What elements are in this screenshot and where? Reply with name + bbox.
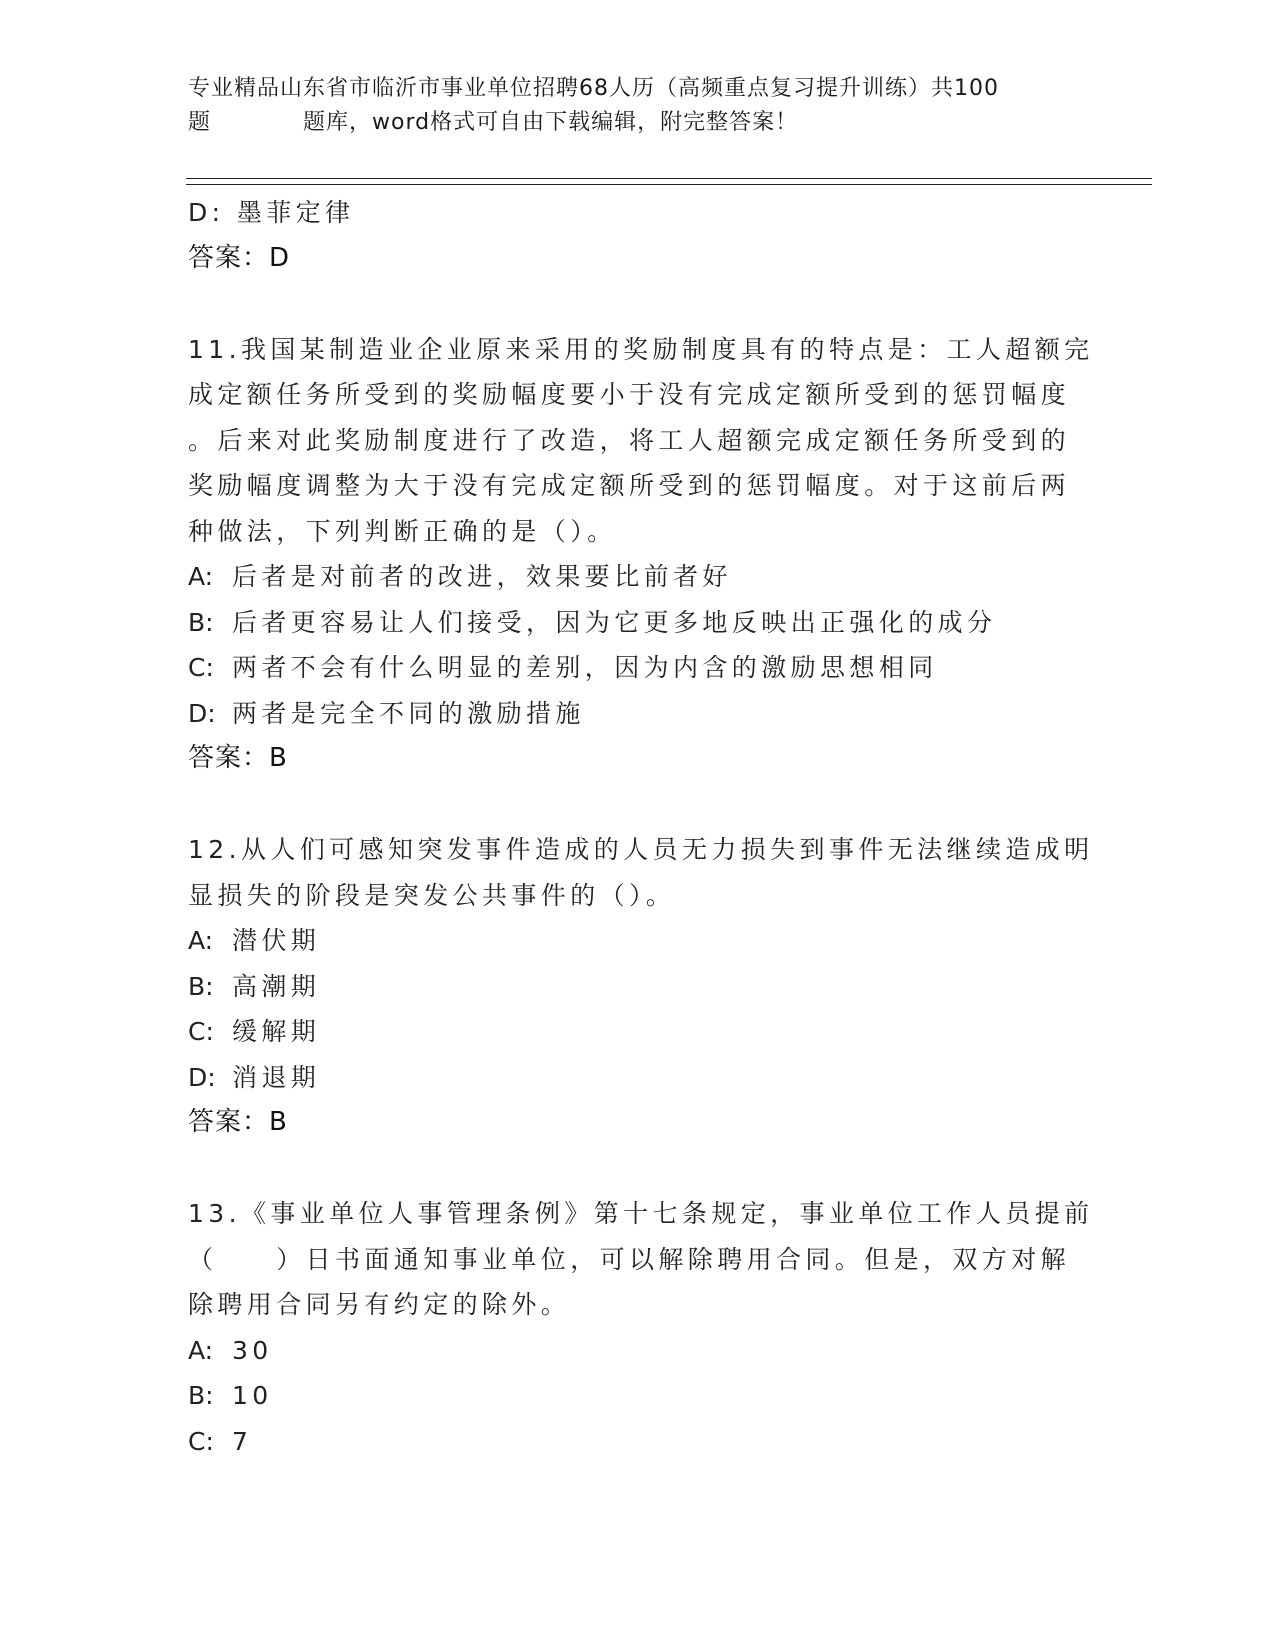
- q13-option-a: [188, 1328, 1088, 1374]
- option-text: 两者是完全不同的激励措施: [232, 698, 585, 728]
- q11-stem-line: 成定额任务所受到的奖励幅度要小于没有完成定额所受到的惩罚幅度: [188, 380, 1071, 409]
- option-text: 潜伏期: [232, 926, 321, 955]
- option-text: 10: [232, 1381, 273, 1410]
- option-text: 后者是对前者的改进，效果要比前者好: [232, 562, 732, 591]
- option-text: 7: [232, 1426, 253, 1456]
- q13-option-b: [188, 1373, 1088, 1419]
- header-rule-bottom: [186, 184, 1152, 185]
- q11-option-c: [188, 645, 1088, 691]
- option-key: C:: [188, 1426, 214, 1456]
- q12-stem-line: 12.从人们可感知突发事件造成的人员无力损失到事件无法继续造成明: [188, 835, 1094, 864]
- option-key: B:: [188, 971, 214, 1001]
- option-text: 缓解期: [232, 1017, 321, 1046]
- q11-option-d: [188, 691, 1088, 737]
- q11-stem-line: 种做法，下列判断正确的是（）。: [188, 516, 617, 546]
- q11-answer: 答案：B: [188, 743, 288, 773]
- option-text: 两者不会有什么明显的差别，因为内含的激励思想相同: [232, 653, 938, 682]
- q10-answer: 答案：D: [188, 242, 291, 273]
- option-key: C:: [188, 653, 214, 682]
- q12-option-c: [188, 1009, 1088, 1055]
- question-13: [188, 1191, 1094, 1464]
- header-line-2-right: 题库，word格式可自由下载编辑，附完整答案！: [303, 110, 799, 135]
- option-text: 高潮期: [232, 971, 321, 1001]
- option-key: A:: [188, 926, 214, 955]
- header-rule-top: [186, 178, 1152, 179]
- document-body: [188, 190, 1094, 1464]
- option-key: D:: [188, 698, 216, 728]
- option-key: B:: [188, 607, 214, 637]
- q11-stem-line: 。后来对此奖励制度进行了改造，将工人超额完成定额任务所受到的: [188, 425, 1071, 455]
- header-line-2-left: 题: [188, 110, 212, 135]
- q12-option-b: [188, 964, 1088, 1010]
- option-text: 30: [232, 1335, 273, 1365]
- q12-stem-line: 显损失的阶段是突发公共事件的（）。: [188, 880, 676, 910]
- option-key: C:: [188, 1017, 214, 1046]
- q10-option-d: D: 墨菲定律: [188, 198, 355, 227]
- q12-option-a: [188, 918, 1088, 964]
- q11-option-a: [188, 554, 1088, 600]
- q13-stem-line: 13.《事业单位人事管理条例》第十七条规定，事业单位工作人员提前: [188, 1199, 1094, 1228]
- option-text: 消退期: [232, 1062, 321, 1092]
- option-key: A:: [188, 562, 214, 591]
- option-key: B:: [188, 1381, 214, 1410]
- question-11: [188, 327, 1094, 782]
- header-line-1: 专业精品山东省市临沂市事业单位招聘68人历（高频重点复习提升训练）共100: [188, 76, 999, 101]
- header-line-2: [188, 106, 1088, 140]
- q11-stem-line: 11.我国某制造业企业原来采用的奖励制度具有的特点是：工人超额完: [188, 334, 1094, 364]
- question-12: [188, 827, 1094, 1146]
- document-header: [188, 72, 1088, 140]
- q13-stem-line: （ ）日书面通知事业单位，可以解除聘用合同。但是，双方对解: [188, 1244, 1071, 1274]
- q11-stem-line: 奖励幅度调整为大于没有完成定额所受到的惩罚幅度。对于这前后两: [188, 471, 1071, 500]
- option-key: A:: [188, 1335, 214, 1365]
- q12-answer: 答案：B: [188, 1107, 288, 1137]
- option-text: 后者更容易让人们接受，因为它更多地反映出正强化的成分: [232, 607, 997, 637]
- q13-option-c: [188, 1419, 1088, 1465]
- q11-option-b: [188, 600, 1088, 646]
- q13-stem-line: 除聘用合同另有约定的除外。: [188, 1290, 571, 1319]
- option-key: D:: [188, 1062, 216, 1092]
- q12-option-d: [188, 1055, 1088, 1101]
